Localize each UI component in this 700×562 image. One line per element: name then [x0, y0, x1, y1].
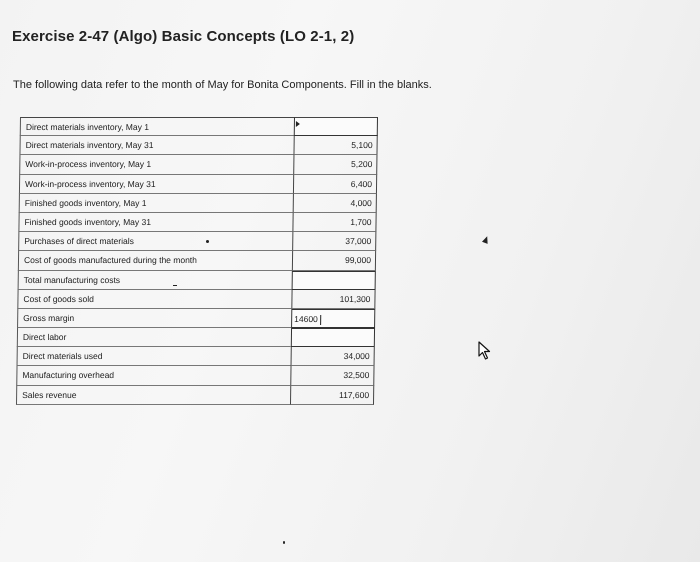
row-value	[293, 155, 377, 174]
inventory-data-table	[16, 117, 378, 405]
stray-dot	[206, 240, 209, 243]
table-row	[17, 328, 375, 347]
cell-value: 4,000	[350, 197, 372, 208]
cell-value: 5,200	[350, 159, 373, 170]
table-row	[19, 194, 377, 213]
table-row	[19, 136, 377, 155]
stray-dot	[283, 541, 285, 544]
row-label: Direct materials used	[17, 347, 291, 366]
row-value	[293, 175, 377, 194]
row-label: Cost of goods manufactured during the month	[18, 251, 292, 270]
row-label: Cost of goods sold	[17, 290, 291, 309]
row-label: Total manufacturing costs	[18, 271, 292, 290]
cell-value: 101,300	[339, 293, 371, 304]
answer-input[interactable]	[291, 309, 375, 328]
stray-dash	[173, 285, 177, 286]
text-cursor	[320, 315, 321, 325]
cell-value: 34,000	[343, 351, 370, 362]
cell-value: 1,700	[350, 216, 372, 227]
cell-value: 6,400	[350, 178, 373, 189]
table-row	[18, 213, 376, 232]
table-row	[19, 155, 377, 174]
table-row	[18, 232, 376, 251]
cell-value: 37,000	[345, 236, 372, 247]
instructions-text: The following data refer to the month of May for Bonita Components. Fill in the blanks.	[13, 79, 432, 91]
row-label: Work-in-process inventory, May 31	[19, 175, 293, 194]
table-row	[20, 117, 378, 136]
cell-value: 99,000	[344, 255, 372, 266]
row-label: Purchases of direct materials	[18, 232, 292, 251]
table-row	[16, 386, 374, 405]
table-row	[18, 271, 376, 290]
table-row	[18, 251, 376, 270]
row-value	[292, 251, 376, 270]
row-label: Gross margin	[17, 309, 291, 328]
row-label: Finished goods inventory, May 1	[19, 194, 293, 213]
row-value	[292, 213, 376, 232]
cell-value: 32,500	[343, 370, 370, 381]
cell-value: 5,100	[351, 140, 373, 151]
page-title: Exercise 2-47 (Algo) Basic Concepts (LO 2-1, 2)	[12, 28, 355, 45]
caret-right-icon	[296, 121, 300, 127]
table-row	[17, 347, 375, 366]
row-label: Direct materials inventory, May 31	[19, 136, 293, 155]
row-value	[291, 290, 375, 309]
row-value	[290, 386, 374, 405]
table-row	[19, 175, 377, 194]
table-row	[16, 366, 374, 385]
row-label: Direct labor	[17, 328, 291, 347]
answer-input[interactable]	[294, 117, 378, 136]
row-label: Work-in-process inventory, May 1	[19, 155, 293, 174]
answer-input[interactable]	[291, 328, 375, 347]
row-label: Finished goods inventory, May 31	[18, 213, 292, 232]
row-label: Manufacturing overhead	[16, 366, 290, 385]
cell-value: 117,600	[338, 389, 370, 400]
row-value	[293, 194, 377, 213]
row-label: Direct materials inventory, May 1	[20, 117, 294, 136]
row-value	[293, 136, 377, 155]
row-value	[292, 232, 376, 251]
row-value	[290, 366, 374, 385]
table-row	[17, 309, 375, 328]
row-value	[291, 347, 375, 366]
cell-value: 14600	[294, 313, 318, 324]
mouse-pointer-icon	[478, 341, 492, 361]
pen-mark-icon	[482, 235, 490, 244]
row-label: Sales revenue	[16, 386, 290, 405]
answer-input[interactable]	[292, 271, 376, 290]
table-row	[17, 290, 375, 309]
